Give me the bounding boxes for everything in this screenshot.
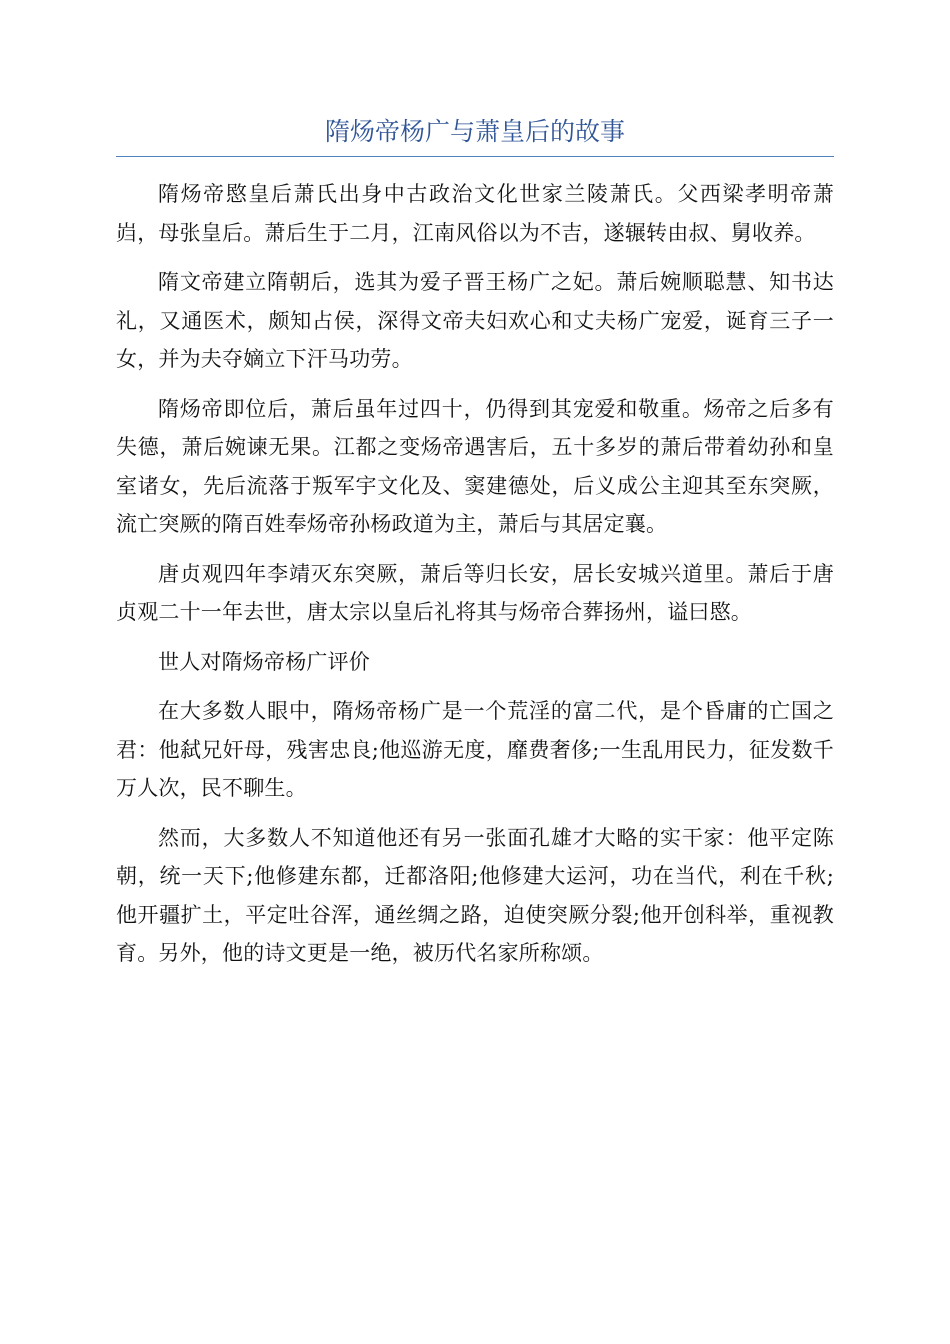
- article-body: [116, 175, 834, 984]
- paragraph-5: 在大多数人眼中，隋炀帝杨广是一个荒淫的富二代，是个昏庸的亡国之君：他弑兄奸母，残害忠良;他巡游无度，靡费奢侈;一生乱用民力，征发数千万人次，民不聊生。: [116, 699, 834, 800]
- paragraph-6: 然而，大多数人不知道他还有另一张面孔雄才大略的实干家：他平定陈朝，统一天下;他修建东都，迁都洛阳;他修建大运河，功在当代，利在千秋;他开疆扩土，平定吐谷浑，通丝绸之路，迫使突厥分裂;他开创科举，重视教育。另外，他的诗文更是一绝，被历代名家所称颂。: [116, 825, 834, 965]
- paragraph-1: 隋炀帝愍皇后萧氏出身中古政治文化世家兰陵萧氏。父西梁孝明帝萧岿，母张皇后。萧后生于二月，江南风俗以为不吉，遂辗转由叔、舅收养。: [116, 182, 834, 245]
- section-heading: 世人对隋炀帝杨广评价: [158, 649, 370, 674]
- paragraph-3: 隋炀帝即位后，萧后虽年过四十，仍得到其宠爱和敬重。炀帝之后多有失德，萧后婉谏无果。江都之变炀帝遇害后，五十多岁的萧后带着幼孙和皇室诸女，先后流落于叛军宇文化及、窦建德处，后义成公主迎其至东突厥，流亡突厥的隋百姓奉炀帝孙杨政道为主，萧后与其居定襄。: [116, 396, 834, 536]
- paragraph-4: 唐贞观四年李靖灭东突厥，萧后等归长安，居长安城兴道里。萧后于唐贞观二十一年去世，唐太宗以皇后礼将其与炀帝合葬扬州，谥曰愍。: [116, 561, 834, 624]
- paragraph-2: 隋文帝建立隋朝后，选其为爱子晋王杨广之妃。萧后婉顺聪慧、知书达礼，又通医术，颇知占侯，深得文帝夫妇欢心和丈夫杨广宠爱，诞育三子一女，并为夫夺嫡立下汗马功劳。: [116, 270, 834, 371]
- page-title: 隋炀帝杨广与萧皇后的故事: [324, 117, 625, 146]
- title-block: [116, 112, 834, 157]
